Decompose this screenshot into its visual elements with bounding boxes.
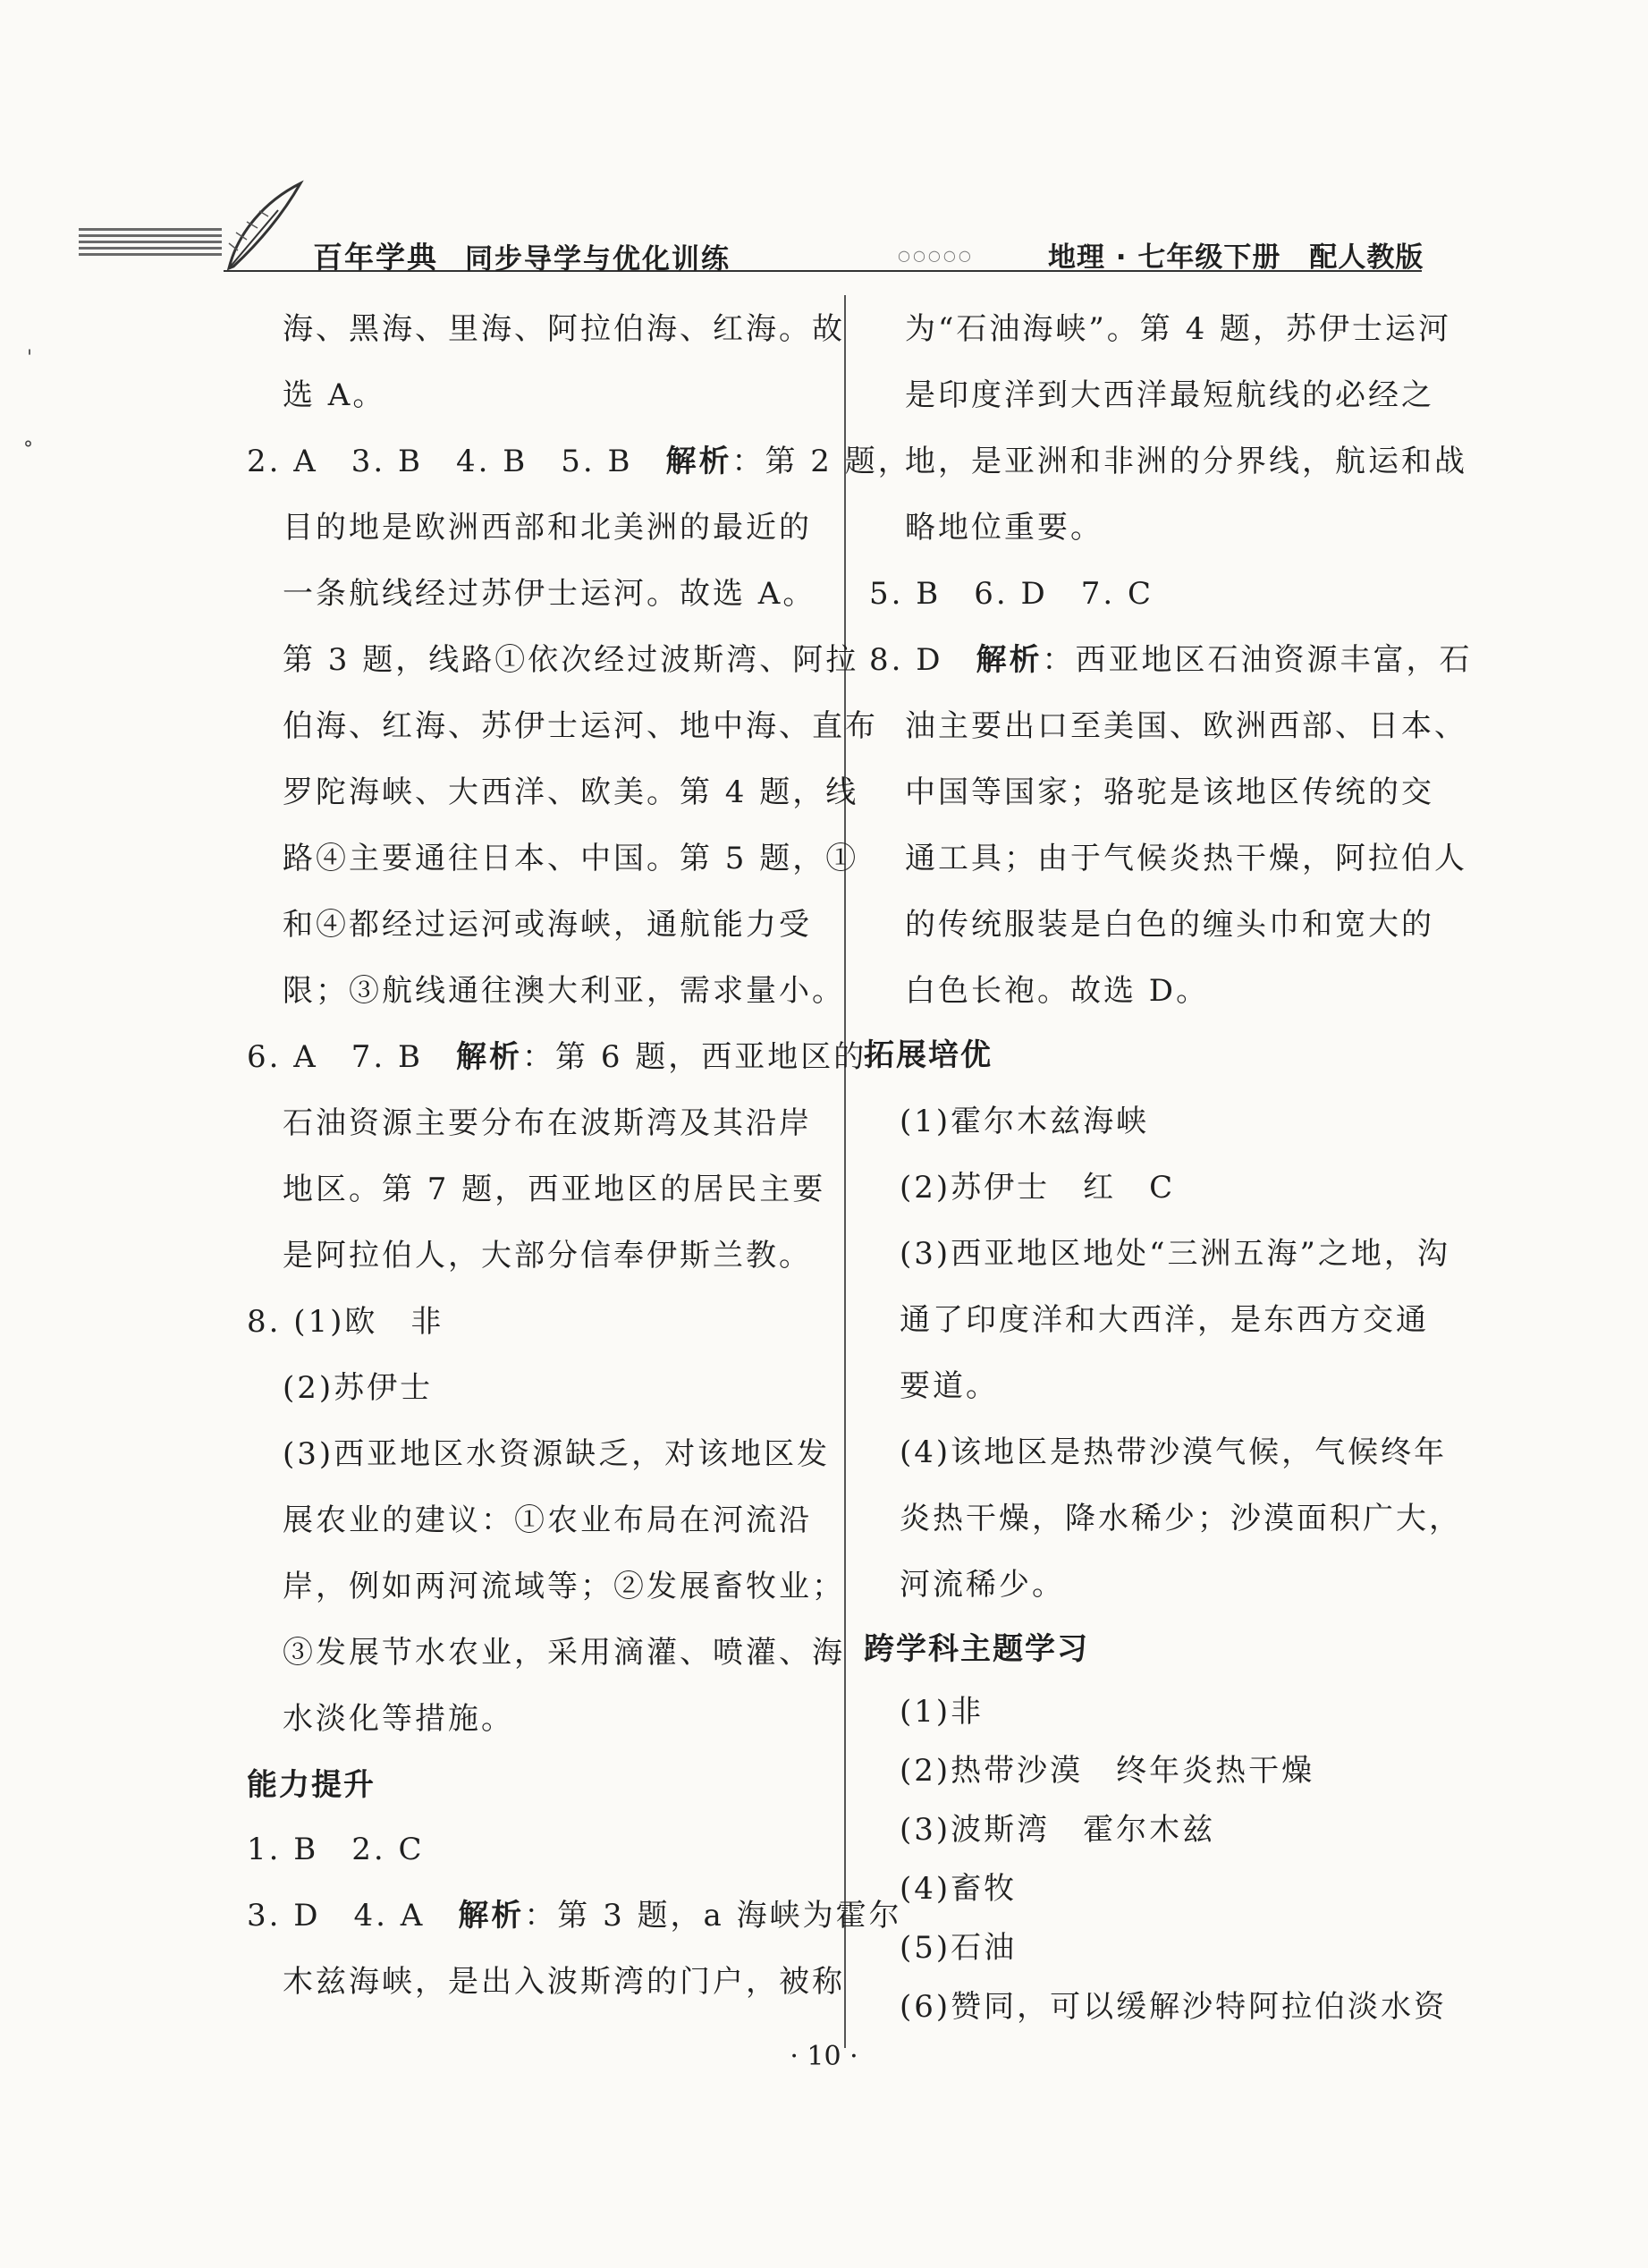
text-line: ③发展节水农业，采用滴灌、喷灌、海: [283, 1635, 845, 1671]
text-line: 石油资源主要分布在波斯湾及其沿岸: [283, 1105, 812, 1141]
text-line: 限；③航线通往澳大利亚，需求量小。: [283, 973, 845, 1009]
text-line: (2)苏伊士: [283, 1370, 434, 1406]
text-line: 水淡化等措施。: [283, 1701, 514, 1737]
text-line: 通了印度洋和大西洋，是东西方交通: [900, 1302, 1429, 1338]
analysis-label: 解析: [976, 642, 1043, 678]
book-title: 地理 · 七年级下册 配人教版: [1048, 241, 1424, 274]
text-line: 目的地是欧洲西部和北美洲的最近的: [283, 510, 812, 546]
series-title: 同步导学与优化训练: [465, 243, 731, 275]
text-line: 要道。: [900, 1368, 999, 1404]
section-heading-extension: 拓展培优: [864, 1037, 993, 1073]
text-line: 罗陀海峡、大西洋、欧美。第 4 题，线: [283, 774, 859, 810]
text-line: 通工具；由于气候炎热干燥，阿拉伯人: [905, 841, 1467, 876]
text-line: (5)石油: [900, 1930, 1018, 1966]
text-line: 8. (1)欧 非: [247, 1304, 444, 1340]
text-line: 地区。第 7 题，西亚地区的居民主要: [283, 1172, 826, 1207]
page-number: · 10 ·: [790, 2041, 858, 2072]
text-line: 炎热干燥，降水稀少；沙漠面积广大，: [900, 1501, 1462, 1536]
text-line: 5. B 6. D 7. C: [869, 576, 1154, 612]
text-line: 和④都经过运河或海峡，通航能力受: [283, 907, 812, 943]
analysis-label: 解析: [456, 1039, 523, 1075]
analysis-label: 解析: [458, 1898, 525, 1934]
header-stripes: [79, 228, 222, 264]
text-line: 6. A 7. B 解析：第 6 题，西亚地区的: [247, 1039, 867, 1075]
text-line: 路④主要通往日本、中国。第 5 题，①: [283, 841, 859, 876]
text-line: 河流稀少。: [900, 1567, 1065, 1603]
text-line: 海、黑海、里海、阿拉伯海、红海。故: [283, 311, 845, 347]
header-dots: ○○○○○: [898, 247, 974, 264]
text-line: 地，是亚洲和非洲的分界线，航运和战: [905, 444, 1467, 479]
section-heading-interdisciplinary: 跨学科主题学习: [864, 1631, 1089, 1667]
text-line: 选 A。: [283, 377, 386, 413]
text-line: 为“石油海峡”。第 4 题，苏伊士运河: [905, 311, 1452, 347]
margin-speck: °: [23, 438, 33, 461]
text-line: 一条航线经过苏伊士运河。故选 A。: [283, 576, 816, 612]
text-line: (3)波斯湾 霍尔木兹: [900, 1812, 1216, 1848]
margin-speck: ': [27, 347, 33, 369]
text-line: (3)西亚地区地处“三洲五海”之地，沟: [900, 1236, 1450, 1272]
text-line: (6)赞同，可以缓解沙特阿拉伯淡水资: [900, 1989, 1448, 2025]
text-line: 木兹海峡，是出入波斯湾的门户，被称: [283, 1964, 845, 2000]
brand-title: 百年学典: [313, 240, 438, 275]
text-line: 中国等国家；骆驼是该地区传统的交: [905, 774, 1434, 810]
text-line: 展农业的建议：①农业布局在河流沿: [283, 1502, 812, 1538]
text-line: 伯海、红海、苏伊士运河、地中海、直布: [283, 708, 878, 744]
text-line: (1)霍尔木兹海峡: [900, 1104, 1150, 1139]
text-line: (1)非: [900, 1694, 985, 1730]
text-line: 是印度洋到大西洋最短航线的必经之: [905, 377, 1434, 413]
text-line: 第 3 题，线路①依次经过波斯湾、阿拉: [283, 642, 859, 678]
text-line: (3)西亚地区水资源缺乏，对该地区发: [283, 1436, 831, 1472]
column-divider: [844, 295, 846, 2048]
text-line: (4)该地区是热带沙漠气候，气候终年: [900, 1434, 1448, 1470]
text-line: 2. A 3. B 4. B 5. B 解析：第 2 题，: [247, 444, 911, 479]
text-line: (2)热带沙漠 终年炎热干燥: [900, 1753, 1315, 1789]
text-line: 岸，例如两河流域等；②发展畜牧业；: [283, 1569, 845, 1604]
section-heading-ability: 能力提升: [247, 1767, 376, 1803]
text-line: 是阿拉伯人，大部分信奉伊斯兰教。: [283, 1238, 812, 1274]
analysis-label: 解析: [665, 444, 732, 479]
text-line: 8. D 解析：西亚地区石油资源丰富，石: [869, 642, 1473, 678]
text-line: (2)苏伊士 红 C: [900, 1170, 1176, 1206]
text-line: 3. D 4. A 解析：第 3 题，a 海峡为霍尔: [247, 1898, 902, 1934]
text-line: 油主要出口至美国、欧洲西部、日本、: [905, 708, 1467, 744]
feather-quill-icon: [211, 179, 309, 277]
page-header: [0, 0, 1648, 286]
text-line: (4)畜牧: [900, 1871, 1018, 1907]
text-line: 略地位重要。: [905, 510, 1103, 546]
text-line: 的传统服装是白色的缠头巾和宽大的: [905, 907, 1434, 943]
text-line: 1. B 2. C: [247, 1832, 425, 1867]
text-line: 白色长袍。故选 D。: [905, 973, 1210, 1009]
